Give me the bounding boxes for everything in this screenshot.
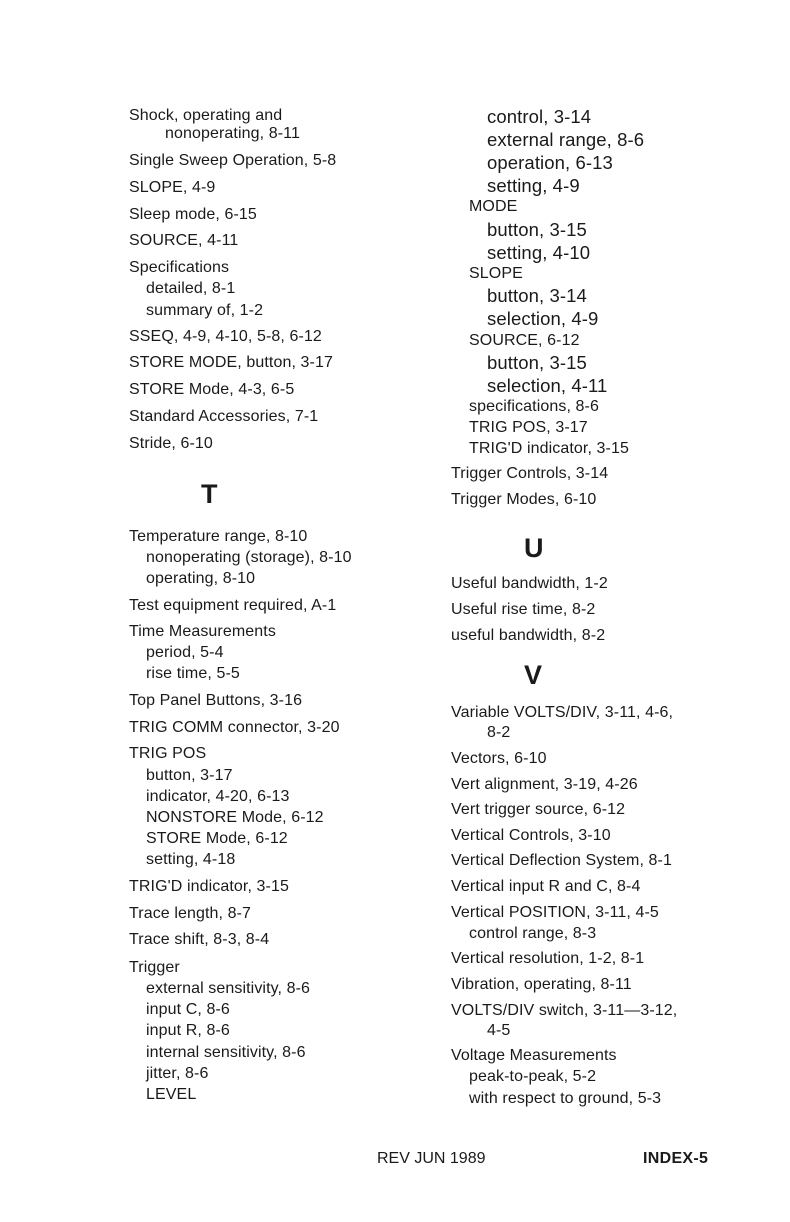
index-subentry: control, 3-14 <box>487 106 592 127</box>
index-entry: Vectors, 6-10 <box>451 750 547 767</box>
index-subentry: setting, 4-10 <box>487 242 591 263</box>
index-subentry: selection, 4-9 <box>487 308 599 329</box>
index-subentry: button, 3-17 <box>146 767 233 784</box>
index-entry: Time Measurements <box>129 623 276 640</box>
index-entry: Vertical Deflection System, 8-1 <box>451 852 672 869</box>
index-entry: Single Sweep Operation, 5-8 <box>129 152 337 169</box>
index-entry: Vertical input R and C, 8-4 <box>451 878 641 895</box>
index-entry: Useful rise time, 8-2 <box>451 601 596 618</box>
page-number: INDEX-5 <box>643 1150 709 1167</box>
index-entry: Test equipment required, A-1 <box>129 597 337 614</box>
index-subentry: with respect to ground, 5-3 <box>469 1090 662 1107</box>
index-subentry: button, 3-14 <box>487 285 587 306</box>
index-subentry: TRIG'D indicator, 3-15 <box>469 440 629 457</box>
index-subentry: specifications, 8-6 <box>469 398 599 415</box>
index-entry: STORE MODE, button, 3-17 <box>129 354 333 371</box>
index-subentry: rise time, 5-5 <box>146 665 240 682</box>
index-subentry: TRIG POS, 3-17 <box>469 419 588 436</box>
index-entry: Vertical resolution, 1-2, 8-1 <box>451 950 645 967</box>
index-entry: STORE Mode, 4-3, 6-5 <box>129 381 295 398</box>
index-subentry: button, 3-15 <box>487 352 587 373</box>
revision-date: REV JUN 1989 <box>377 1150 486 1167</box>
index-subentry: selection, 4-11 <box>487 375 608 396</box>
index-entry: SSEQ, 4-9, 4-10, 5-8, 6-12 <box>129 328 322 345</box>
index-subentry: operation, 6-13 <box>487 152 613 173</box>
index-subentry: external sensitivity, 8-6 <box>146 980 311 997</box>
index-entry: Vert trigger source, 6-12 <box>451 801 626 818</box>
index-subentry: nonoperating, 8-11 <box>165 125 300 142</box>
index-subentry: internal sensitivity, 8-6 <box>146 1044 306 1061</box>
index-entry: Useful bandwidth, 1-2 <box>451 575 608 592</box>
index-entry: SLOPE, 4-9 <box>129 179 216 196</box>
index-entry: Variable VOLTS/DIV, 3-11, 4-6, <box>451 704 674 721</box>
index-entry: Vertical POSITION, 3-11, 4-5 <box>451 904 659 921</box>
index-entry: Trace length, 8-7 <box>129 905 252 922</box>
index-subentry: summary of, 1-2 <box>146 302 264 319</box>
index-entry: useful bandwidth, 8-2 <box>451 627 606 644</box>
index-entry: Trigger <box>129 959 180 976</box>
section-letter-u: U <box>524 533 544 563</box>
index-entry: Stride, 6-10 <box>129 435 213 452</box>
index-entry: Temperature range, 8-10 <box>129 528 308 545</box>
index-entry: TRIG POS <box>129 745 207 762</box>
index-entry: Shock, operating and <box>129 107 283 124</box>
index-entry: Vertical Controls, 3-10 <box>451 827 611 844</box>
index-entry: Trigger Controls, 3-14 <box>451 465 609 482</box>
index-entry: VOLTS/DIV switch, 3-11—3-12, <box>451 1002 678 1019</box>
index-subentry: 4-5 <box>487 1022 511 1039</box>
index-subentry: button, 3-15 <box>487 219 587 240</box>
index-subentry: SLOPE <box>469 265 523 282</box>
index-subentry: STORE Mode, 6-12 <box>146 830 288 847</box>
index-entry: Specifications <box>129 259 230 276</box>
index-entry: SOURCE, 4-11 <box>129 232 239 249</box>
index-subentry: MODE <box>469 198 518 215</box>
index-subentry: input R, 8-6 <box>146 1022 230 1039</box>
index-subentry: external range, 8-6 <box>487 129 645 150</box>
index-subentry: jitter, 8-6 <box>146 1065 209 1082</box>
index-subentry: detailed, 8-1 <box>146 280 236 297</box>
index-entry: Voltage Measurements <box>451 1047 617 1064</box>
index-subentry: control range, 8-3 <box>469 925 597 942</box>
index-subentry: LEVEL <box>146 1086 197 1103</box>
index-entry: Top Panel Buttons, 3-16 <box>129 692 303 709</box>
index-subentry: NONSTORE Mode, 6-12 <box>146 809 324 826</box>
index-subentry: indicator, 4-20, 6-13 <box>146 788 290 805</box>
index-subentry: SOURCE, 6-12 <box>469 332 580 349</box>
index-subentry: setting, 4-9 <box>487 175 580 196</box>
index-entry: TRIG'D indicator, 3-15 <box>129 878 289 895</box>
index-entry: Vibration, operating, 8-11 <box>451 976 632 993</box>
index-subentry: nonoperating (storage), 8-10 <box>146 549 352 566</box>
section-letter-t: T <box>201 479 218 509</box>
index-entry: Vert alignment, 3-19, 4-26 <box>451 776 638 793</box>
index-subentry: setting, 4-18 <box>146 851 236 868</box>
index-subentry: period, 5-4 <box>146 644 224 661</box>
index-subentry: peak-to-peak, 5-2 <box>469 1068 597 1085</box>
index-subentry: 8-2 <box>487 724 511 741</box>
index-entry: Trace shift, 8-3, 8-4 <box>129 931 270 948</box>
index-subentry: operating, 8-10 <box>146 570 256 587</box>
index-entry: Standard Accessories, 7-1 <box>129 408 319 425</box>
index-entry: TRIG COMM connector, 3-20 <box>129 719 340 736</box>
section-letter-v: V <box>524 660 543 690</box>
index-entry: Sleep mode, 6-15 <box>129 206 257 223</box>
index-subentry: input C, 8-6 <box>146 1001 230 1018</box>
index-entry: Trigger Modes, 6-10 <box>451 491 597 508</box>
